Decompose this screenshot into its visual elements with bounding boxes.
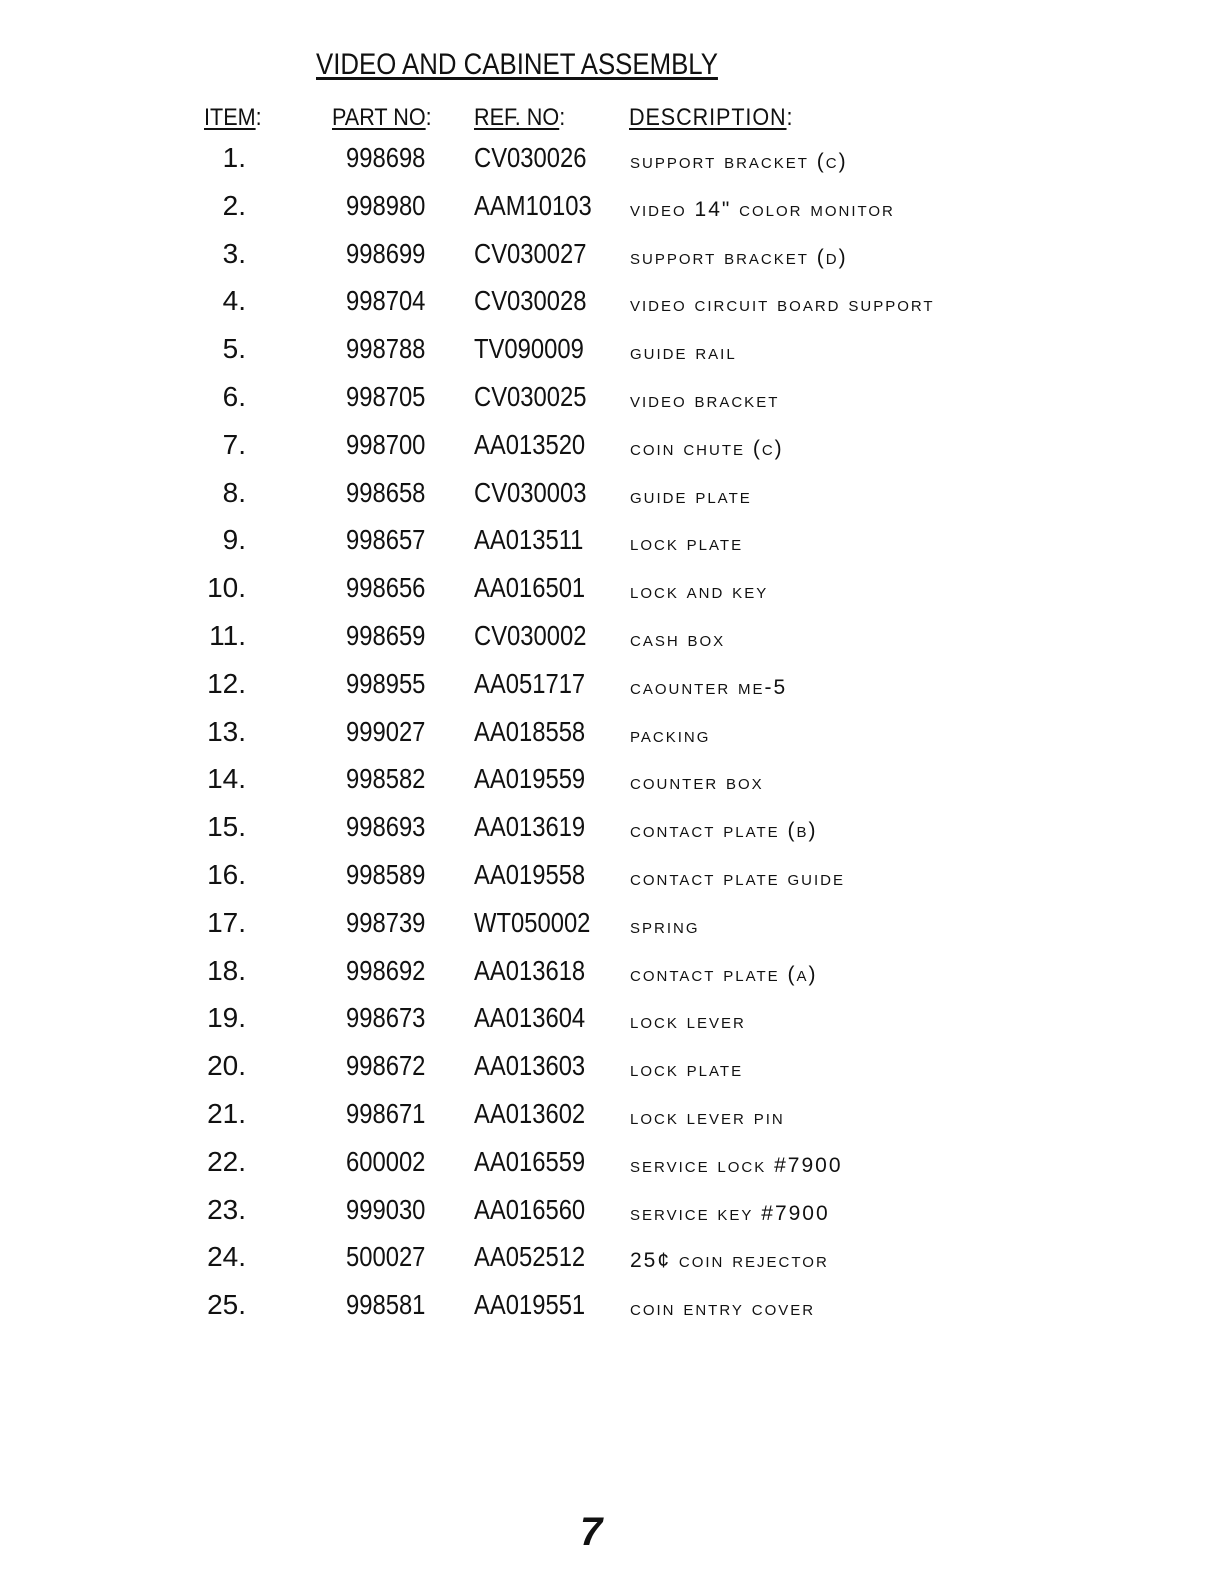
ref-number: AA013604 xyxy=(474,1002,586,1034)
column-header-ref-no xyxy=(474,104,565,132)
item-number: 2. xyxy=(222,189,246,221)
item-number: 15. xyxy=(207,811,246,843)
ref-number: AA019551 xyxy=(474,1289,586,1321)
column-header-description-label: DESCRIPTION xyxy=(629,104,787,131)
item-number: 14. xyxy=(207,763,246,795)
item-number: 8. xyxy=(222,476,246,508)
part-number: 998671 xyxy=(346,1097,426,1129)
item-number: 11. xyxy=(209,619,246,651)
table-row xyxy=(0,190,1224,238)
table-row xyxy=(0,333,1224,381)
item-number: 22. xyxy=(207,1145,246,1177)
table-row xyxy=(0,238,1224,286)
ref-number: AA016560 xyxy=(474,1193,586,1225)
table-row xyxy=(0,1241,1224,1289)
part-number: 600002 xyxy=(346,1145,426,1177)
part-description: guide rail xyxy=(630,341,737,365)
ref-number: AA052512 xyxy=(474,1241,586,1273)
column-header-colon: : xyxy=(425,104,432,131)
page-number: 7 xyxy=(580,1510,603,1554)
table-row xyxy=(0,955,1224,1003)
ref-number: CV030026 xyxy=(474,142,587,173)
ref-number: CV030027 xyxy=(474,237,587,269)
item-number: 5. xyxy=(222,333,246,365)
item-number: 18. xyxy=(207,954,246,986)
item-number: 21. xyxy=(207,1097,246,1129)
ref-number: AA013520 xyxy=(474,428,586,460)
ref-number: AA013603 xyxy=(474,1050,586,1082)
ref-number: AA016501 xyxy=(474,572,586,604)
part-number: 998657 xyxy=(346,524,426,556)
table-row xyxy=(0,285,1224,333)
table-row xyxy=(0,763,1224,811)
ref-number: AA019558 xyxy=(474,858,586,890)
part-description: cash box xyxy=(630,627,726,651)
ref-number: CV030025 xyxy=(474,380,587,412)
part-number: 998582 xyxy=(346,763,426,795)
part-number: 998698 xyxy=(346,142,426,173)
item-number: 25. xyxy=(207,1289,246,1321)
part-description: lock and key xyxy=(630,580,769,604)
part-number: 998955 xyxy=(346,667,426,699)
part-number: 500027 xyxy=(346,1241,426,1273)
part-description: lock lever pin xyxy=(630,1105,785,1129)
part-number: 998589 xyxy=(346,858,426,890)
item-number: 13. xyxy=(207,715,246,747)
part-number: 998656 xyxy=(346,572,426,604)
table-row xyxy=(0,142,1224,190)
part-description: guide plate xyxy=(630,484,752,508)
table-row xyxy=(0,716,1224,764)
item-number: 19. xyxy=(207,1002,246,1034)
part-description: service lock #7900 xyxy=(630,1153,843,1177)
part-number: 999027 xyxy=(346,715,426,747)
part-number: 998658 xyxy=(346,476,426,508)
ref-number: AA013618 xyxy=(474,954,586,986)
part-number: 998581 xyxy=(346,1289,426,1321)
part-description: video 14" color monitor xyxy=(630,197,895,221)
column-header-part-no xyxy=(332,104,432,132)
column-header-colon: : xyxy=(559,104,566,131)
table-row xyxy=(0,524,1224,572)
part-number: 998699 xyxy=(346,237,426,269)
table-row xyxy=(0,1146,1224,1194)
part-number: 998659 xyxy=(346,619,426,651)
ref-number: AA019559 xyxy=(474,763,586,795)
part-description: service key #7900 xyxy=(630,1201,830,1225)
table-row xyxy=(0,1002,1224,1050)
ref-number: CV030002 xyxy=(474,619,587,651)
item-number: 23. xyxy=(207,1193,246,1225)
item-number: 20. xyxy=(207,1050,246,1082)
table-row xyxy=(0,811,1224,859)
part-description: spring xyxy=(630,914,700,938)
ref-number: AA016559 xyxy=(474,1145,586,1177)
table-row xyxy=(0,859,1224,907)
column-header-colon: : xyxy=(786,104,794,131)
item-number: 10. xyxy=(207,572,246,604)
table-row xyxy=(0,620,1224,668)
part-description: contact plate (b) xyxy=(630,819,818,843)
part-description: packing xyxy=(630,723,711,747)
part-description: video bracket xyxy=(630,388,780,412)
ref-number: AAM10103 xyxy=(474,189,592,221)
part-number: 999030 xyxy=(346,1193,426,1225)
part-description: contact plate guide xyxy=(630,866,845,890)
ref-number: AA018558 xyxy=(474,715,586,747)
part-description: 25¢ coin rejector xyxy=(630,1249,829,1273)
table-row xyxy=(0,668,1224,716)
ref-number: AA013602 xyxy=(474,1097,586,1129)
item-number: 6. xyxy=(222,380,246,412)
table-row xyxy=(0,907,1224,955)
parts-list xyxy=(0,142,1224,1337)
item-number: 17. xyxy=(207,906,246,938)
table-row xyxy=(0,1050,1224,1098)
ref-number: TV090009 xyxy=(474,333,584,365)
part-number: 998673 xyxy=(346,1002,426,1034)
ref-number: AA013619 xyxy=(474,811,586,843)
column-header-ref-no-label: REF. NO xyxy=(474,104,560,131)
part-number: 998700 xyxy=(346,428,426,460)
item-number: 1. xyxy=(222,142,246,173)
item-number: 4. xyxy=(222,285,246,317)
ref-number: AA051717 xyxy=(474,667,586,699)
column-header-description xyxy=(629,104,793,132)
part-description: video circuit board support xyxy=(630,293,935,317)
part-description: support bracket (d) xyxy=(630,245,848,269)
part-number: 998739 xyxy=(346,906,426,938)
part-description: coin chute (c) xyxy=(630,436,784,460)
part-number: 998704 xyxy=(346,285,426,317)
column-header-part-no-label: PART NO xyxy=(332,104,426,131)
item-number: 7. xyxy=(222,428,246,460)
item-number: 9. xyxy=(222,524,246,556)
part-number: 998692 xyxy=(346,954,426,986)
part-number: 998693 xyxy=(346,811,426,843)
part-description: contact plate (a) xyxy=(630,962,818,986)
item-number: 24. xyxy=(207,1241,246,1273)
table-row xyxy=(0,1289,1224,1337)
part-description: lock plate xyxy=(630,1058,744,1082)
table-row xyxy=(0,477,1224,525)
ref-number: WT050002 xyxy=(474,906,591,938)
page-title: VIDEO AND CABINET ASSEMBLY xyxy=(316,48,718,81)
table-row xyxy=(0,1194,1224,1242)
column-header-item xyxy=(204,104,262,132)
column-header-colon: : xyxy=(255,104,262,131)
part-number: 998672 xyxy=(346,1050,426,1082)
ref-number: CV030028 xyxy=(474,285,587,317)
column-header-item-label: ITEM xyxy=(204,104,256,131)
ref-number: CV030003 xyxy=(474,476,587,508)
item-number: 12. xyxy=(207,667,246,699)
table-row xyxy=(0,1098,1224,1146)
part-description: coin entry cover xyxy=(630,1297,816,1321)
table-row xyxy=(0,429,1224,477)
table-row xyxy=(0,572,1224,620)
part-number: 998980 xyxy=(346,189,426,221)
item-number: 16. xyxy=(207,858,246,890)
ref-number: AA013511 xyxy=(474,524,584,556)
table-row xyxy=(0,381,1224,429)
item-number: 3. xyxy=(222,237,246,269)
part-description: counter box xyxy=(630,771,764,795)
part-description: support bracket (c) xyxy=(630,150,848,173)
part-number: 998705 xyxy=(346,380,426,412)
part-number: 998788 xyxy=(346,333,426,365)
part-description: lock plate xyxy=(630,532,744,556)
part-description: caounter me-5 xyxy=(630,675,788,699)
part-description: lock lever xyxy=(630,1010,746,1034)
